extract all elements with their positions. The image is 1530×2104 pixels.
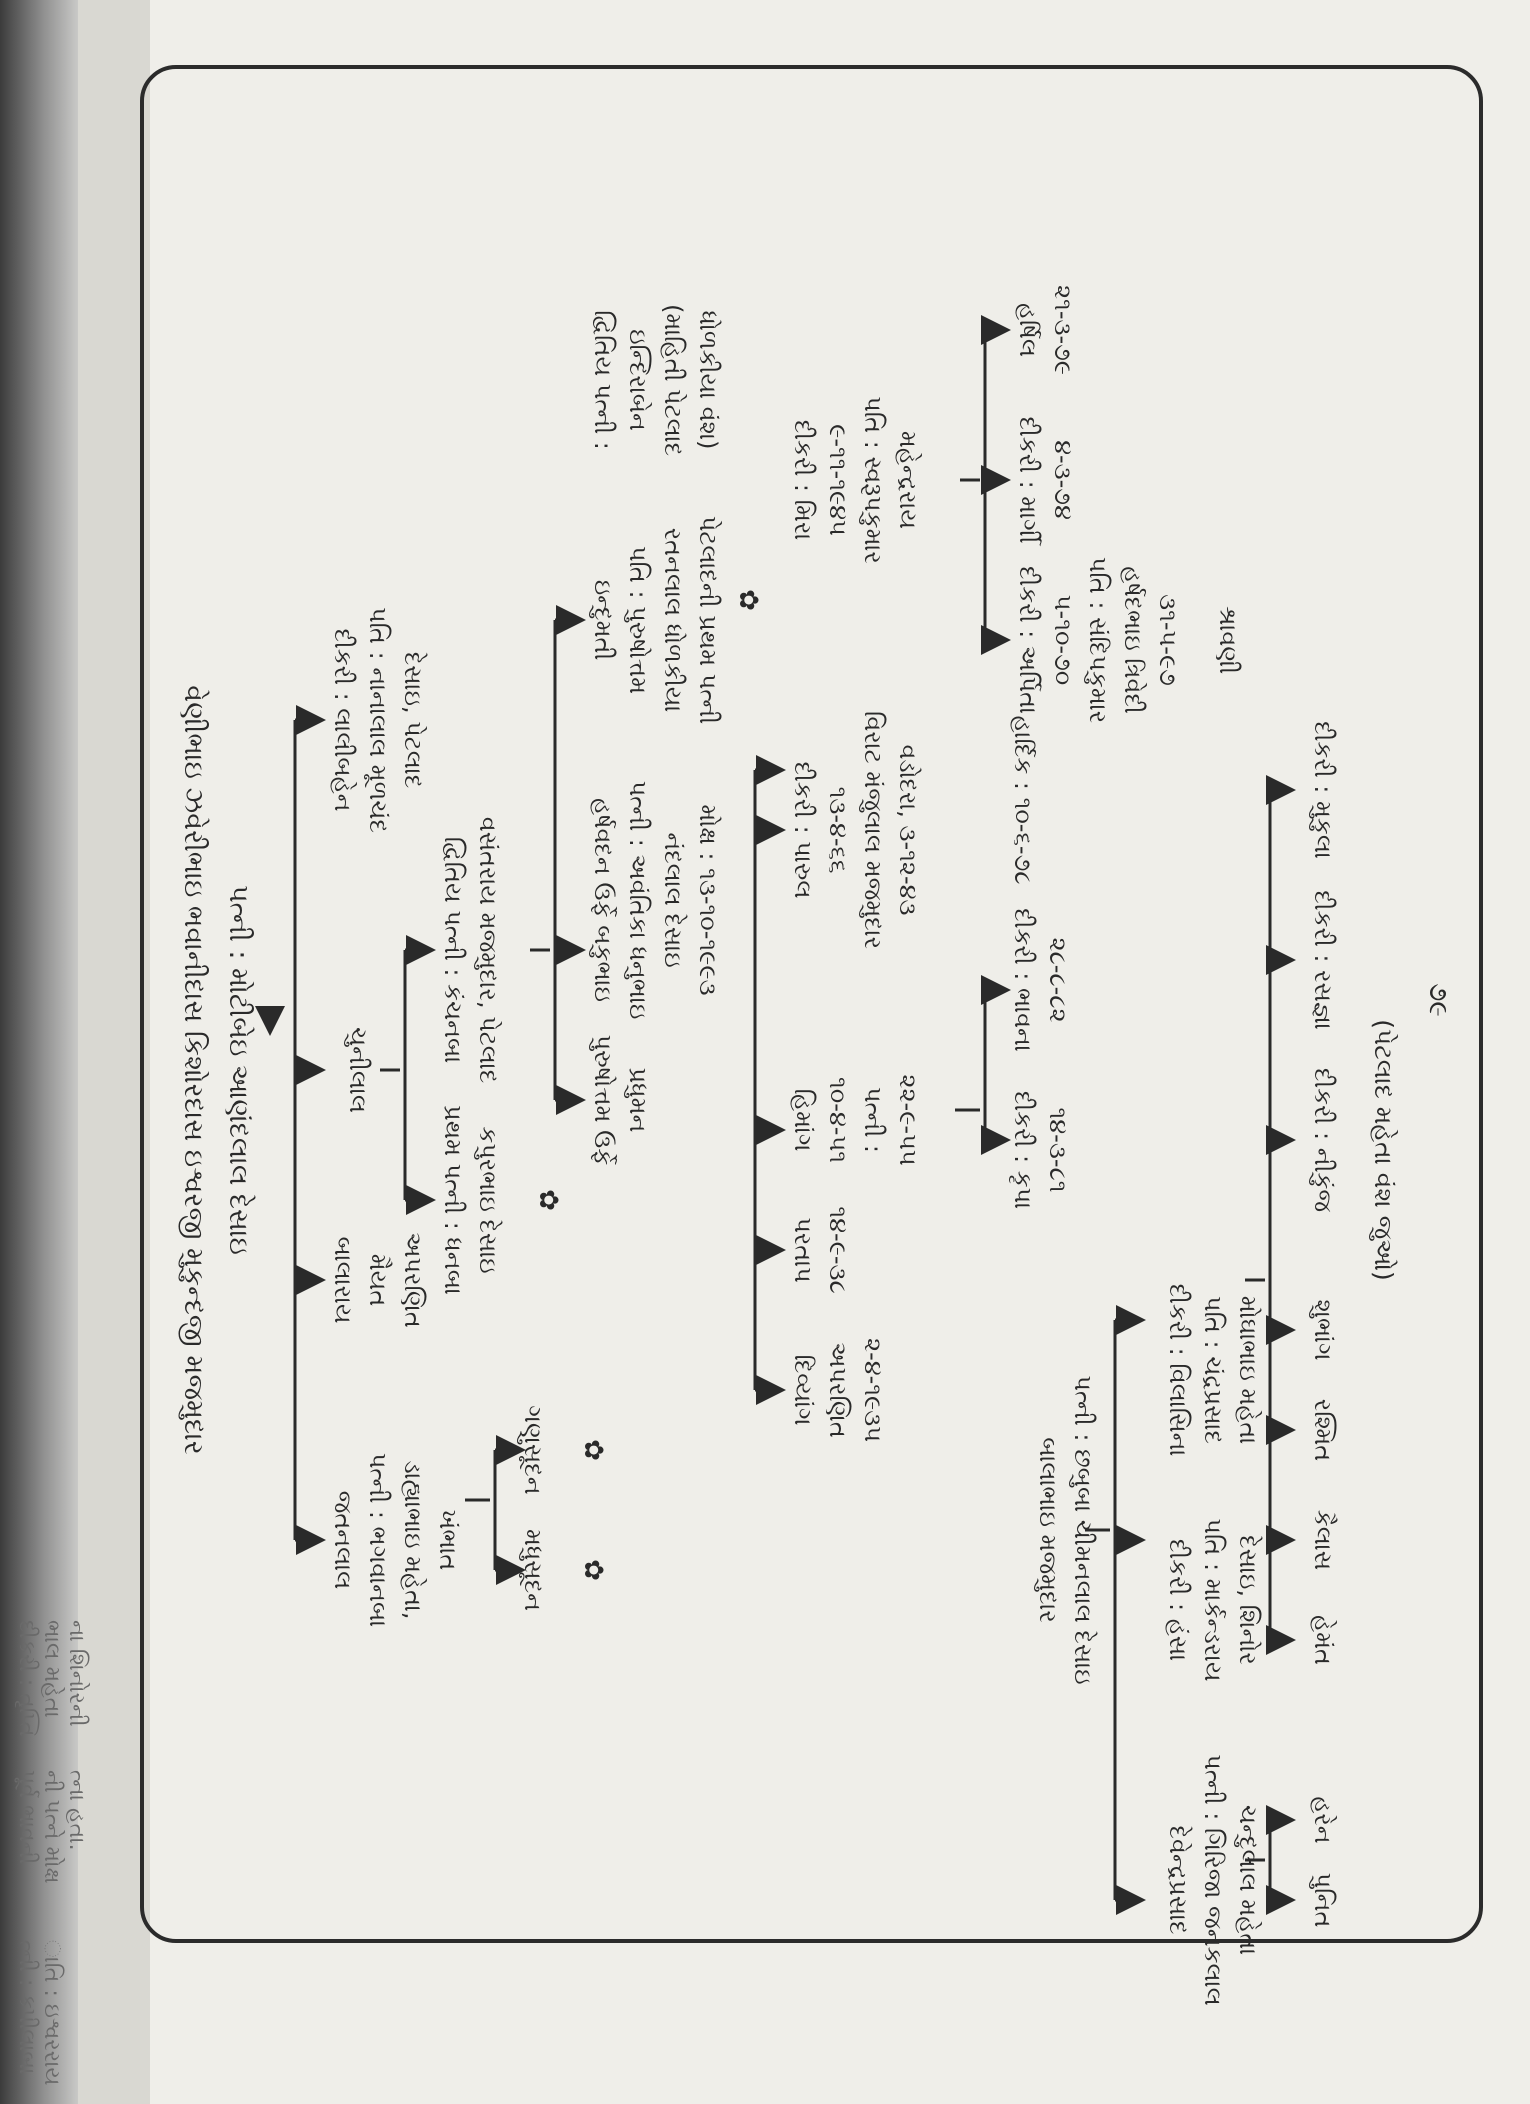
svg-text:૨૨-૯-૫૫: ૨૨-૯-૫૫ — [894, 1074, 922, 1166]
flower-icon: ✿ — [733, 589, 763, 611]
svg-text:નંદલાલ દેસાઇ: નંદલાલ દેસાઇ — [659, 832, 687, 968]
svg-text:દીકરી : રસજ્ઞા: દીકરી : રસજ્ઞા — [1309, 890, 1337, 1030]
svg-text:દીકરી : કૃપા: દીકરી : કૃપા — [1009, 1090, 1037, 1210]
svg-text:દીકરી : મિરા: દીકરી : મિરા — [789, 419, 817, 541]
svg-text:પતિ : પુરુષોત્તમ: પતિ : પુરુષોત્તમ — [624, 545, 652, 695]
harshavadan — [589, 781, 722, 1020]
svg-text:ઇન્દિરાબેન: ઇન્દિરાબેન — [624, 329, 652, 431]
svg-text:પરતાપ: પરતાપ — [789, 1217, 817, 1283]
svg-text:૨૮-૮-૮૨: ૨૮-૮-૮૨ — [1044, 937, 1072, 1023]
svg-text:દેસાઇ, પેટલાદ: દેસાઇ, પેટલાદ — [399, 651, 427, 789]
footnote: (પેટલાદ મહેતા વંશ જુઓ) — [1369, 1019, 1398, 1281]
svg-text:દીકરી : નીકુંજ: દીકરી : નીકુંજ — [1309, 1067, 1337, 1213]
svg-text:હેમંત: હેમંત — [1309, 1615, 1337, 1665]
svg-text:૧૩-૪-૬૬: ૧૩-૪-૬૬ — [824, 786, 852, 874]
svg-text:પતિ : સ્વરૂપકુમાર: પતિ : સ્વરૂપકુમાર — [859, 396, 887, 564]
svg-text:દેસાઇ, શિનોર: દેસાઇ, શિનોર — [1234, 1535, 1262, 1665]
mira-children — [1014, 285, 1242, 723]
svg-text:૫-૧૦-૭૦: ૫-૧૦-૭૦ — [1049, 594, 1077, 686]
vilasina-children — [1309, 721, 1337, 1665]
svg-text:દેવેન્દ્રપ્રસાદ: દેવેન્દ્રપ્રસાદ — [1164, 1825, 1192, 1935]
ganpusudan: ગણુસૂદન — [519, 1405, 547, 1495]
svg-text:બાલારાય: બાલારાય — [329, 1236, 357, 1324]
devendra-children — [1309, 1796, 1337, 1927]
svg-text:દીકરી : વિલાસિના: દીકરી : વિલાસિના — [1164, 1283, 1192, 1457]
svg-text:રતનલાલ ધોળકીયા: રતનલાલ ધોળકીયા — [659, 527, 687, 713]
gen4-divyang — [789, 1338, 887, 1442]
svg-text:૨૧-૩-૭૯: ૨૧-૩-૭૯ — [1049, 284, 1077, 376]
svg-text:વિરાટ મંજુલાલ મજમુદાર: વિરાટ મંજુલાલ મજમુદાર — [859, 710, 887, 950]
svg-text:પુનિત: પુનિત — [1309, 1872, 1337, 1928]
flower-icon: ✿ — [578, 1439, 608, 1461]
svg-text:દીકરી : અર્પિતા: દીકરી : અર્પિતા — [1014, 566, 1042, 714]
svg-text:જતનલાલ: જતનલાલ — [329, 1490, 357, 1590]
svg-text:દ્વિતિય પત્ની :: દ્વિતિય પત્ની : — [589, 310, 617, 450]
indumati — [589, 516, 722, 724]
svg-text:૩૧-૫-૯૭: ૩૧-૫-૯૭ — [1154, 594, 1182, 686]
svg-text:પતિ : માર્કન્ડરાય: પતિ : માર્કન્ડરાય — [1199, 1518, 1227, 1682]
svg-text:હર્ષિલ: હર્ષિલ — [1014, 302, 1042, 358]
svg-text:પતિ : ચંદ્રપ્રસાદ: પતિ : ચંદ્રપ્રસાદ — [1199, 1296, 1227, 1444]
svg-text:પતિ : નાનાલાલ મૂળચંદ: પતિ : નાનાલાલ મૂળચંદ — [364, 607, 392, 833]
svg-text:હર્ષવદન ઉર્ફે બકુભાઇ: હર્ષવદન ઉર્ફે બકુભાઇ — [589, 798, 617, 1002]
svg-text:મૈયત: મૈયત — [364, 1253, 392, 1307]
svg-text:પત્ની : અવંતિકા ધનુભાઇ: પત્ની : અવંતિકા ધનુભાઇ — [624, 780, 652, 1020]
balabhai-children — [1164, 1284, 1263, 2006]
svg-text:રશ્મિત: રશ્મિત — [1309, 1398, 1337, 1462]
svg-text:પ્રધુમન: પ્રધુમન — [624, 1067, 652, 1133]
flower-icon: ✿ — [578, 1559, 608, 1581]
gen2-jatanlal — [329, 1453, 462, 1627]
gen4-himang — [789, 1074, 922, 1165]
svg-text:શુભાંગ: શુભાંગ — [1309, 1299, 1337, 1361]
svg-text:ચન્દુલાલ મહેતા: ચન્દુલાલ મહેતા — [1234, 1804, 1262, 1956]
svg-text:દીકરી : લાલીબહેન: દીકરી : લાલીબહેન — [329, 628, 357, 812]
root-name: વેણીભાઇ ઝવેરીભાઇ ભવાનીદાસ કિશોરદાસ ઇશ્વરજી મુકુન્દજી મજમુદાર — [178, 685, 209, 1455]
svg-text:દીકરી : મુકુલા: દીકરી : મુકુલા — [1309, 721, 1337, 859]
svg-text:હર્ષદભાઇ ત્રિવેદી: હર્ષદભાઇ ત્રિવેદી — [1119, 566, 1147, 714]
svg-text:શ્રાવણી: શ્રાવણી — [1214, 605, 1242, 675]
page-number: ૭૯ — [1423, 983, 1453, 1017]
svg-text:મહેન્દ્રરાય: મહેન્દ્રરાય — [894, 430, 922, 530]
svg-text:કપુરભાઇ દેસાઇ: કપુરભાઇ દેસાઇ — [474, 1126, 502, 1274]
svg-text:મોક્ષ : ૧૩-૧૦-૧૯૯૩: મોક્ષ : ૧૩-૧૦-૧૯૯૩ — [694, 804, 722, 996]
svg-text:વડોદરા, ૩-૧૨-૪૩: વડોદરા, ૩-૧૨-૪૩ — [894, 744, 922, 916]
himang-daughters — [1009, 908, 1072, 1209]
svg-text:હરેન: હરેન — [1309, 1796, 1337, 1844]
balabhai — [1034, 1375, 1098, 1684]
svg-text:વસંતરાય મજમુદાર, પેટલાદ: વસંતરાય મજમુદાર, પેટલાદ — [474, 816, 502, 1084]
chunilal-wives — [439, 817, 503, 1295]
svg-text:અપરણિત: અપરણિત — [399, 1232, 427, 1328]
svg-text:પતિ : સંદિપકુમાર: પતિ : સંદિપકુમાર — [1084, 556, 1112, 724]
hardik: હાર્દિક : ૧૦-૬-૭૮ — [1009, 715, 1037, 885]
svg-text:ત્ની : કપીલાબા: ત્ની : કપીલાબા — [14, 1940, 39, 2075]
svg-text:પુરુષોત્તમ ઉર્ફે: પુરુષોત્તમ ઉર્ફે — [589, 1034, 617, 1166]
svg-text:ખંભાત: ખંભાત — [434, 1509, 462, 1571]
svg-text:પત્ની :: પત્ની : — [859, 1086, 887, 1154]
svg-text:ાતિ : ઇશ્વરરાય: ાતિ : ઇશ્વરરાય — [39, 1940, 64, 2086]
svg-text:૧૦-૪-૫૧: ૧૦-૪-૫૧ — [824, 1077, 852, 1163]
root-spouse: પત્ની : મોટીબેઇ આણંદલાલ દેસાઇ — [223, 885, 254, 1255]
svg-text:દીકરી : હંસા: દીકરી : હંસા — [1164, 1538, 1192, 1662]
svg-text:ધોળકીયા વંશ): ધોળકીયા વંશ) — [694, 310, 722, 450]
svg-text:પૂર્વ ભાવની: પૂર્વ ભાવની — [14, 1770, 39, 1865]
svg-text:૪-૩-૭૪: ૪-૩-૭૪ — [1049, 440, 1077, 520]
svg-text:ત્ના હતા.: ત્ના હતા. — [64, 1770, 89, 1851]
svg-text:પત્ની : ગિરિજા જનકલાલ: પત્ની : ગિરિજા જનકલાલ — [1199, 1754, 1227, 2006]
svg-text:પત્ની : ભગવાનબા: પત્ની : ભગવાનબા — [364, 1452, 392, 1628]
purushottam — [589, 1035, 652, 1166]
svg-text:ઇન્દુમતી: ઇન્દુમતી — [589, 579, 617, 661]
svg-text:ભાલ મહેતા: ભાલ મહેતા — [39, 1620, 64, 1718]
parul — [789, 711, 922, 949]
svg-text:દીકરી : તૃપ્તિ: દીકરી : તૃપ્તિ — [14, 1620, 39, 1737]
svg-text:પત્ની : છબુબા ચીમનલાલ દેસાઇ: પત્ની : છબુબા ચીમનલાલ દેસાઇ — [1069, 1375, 1097, 1685]
gen2-balaray — [329, 1232, 427, 1328]
svg-text:દિવ્યાંગ: દિવ્યાંગ — [789, 1354, 817, 1426]
svg-text:હિમાંગ: હિમાંગ — [789, 1088, 817, 1152]
mira — [789, 396, 922, 564]
gen2-chunilal: ચુનીલાલ — [344, 1026, 372, 1114]
svg-text:૯-૧૧-૧૯૪૫: ૯-૧૧-૧૯૪૫ — [824, 424, 852, 536]
gen2-lalibahen — [329, 607, 428, 833]
svg-text:(માહિતી પેટલાદ: (માહિતી પેટલાદ — [659, 303, 687, 457]
flower-icon: ✿ — [533, 1189, 563, 1211]
svg-text:૧૪-૩-૮૧: ૧૪-૩-૮૧ — [1044, 1107, 1072, 1193]
svg-text:દીકરી : પારુલ: દીકરી : પારુલ — [789, 761, 817, 899]
second-wife-note — [589, 304, 722, 456]
svg-text:અપરણિત: અપરણિત — [824, 1342, 852, 1438]
svg-text:પ્રથમ પત્ની : ધનબા: પ્રથમ પત્ની : ધનબા — [439, 1105, 467, 1295]
svg-text:૧૪-૯-૩૮: ૧૪-૯-૩૮ — [824, 1206, 852, 1294]
svg-text:૨-૪-૧૯૩૫: ૨-૪-૧૯૩૫ — [859, 1337, 887, 1443]
svg-text:દીકરી : માર્ગી: દીકરી : માર્ગી — [1014, 416, 1042, 544]
svg-text:દ્વિતિય પત્ની : કંચનબા: દ્વિતિય પત્ની : કંચનબા — [439, 836, 467, 1064]
svg-text:કૈલાસ: કૈલાસ — [1309, 1509, 1337, 1571]
svg-text:ના શિનોરની: ના શિનોરની — [64, 1620, 89, 1727]
gen4-paratap — [789, 1206, 852, 1293]
svg-text:ડાહ્યાભાઇ મહેતા,: ડાહ્યાભાઇ મહેતા, — [399, 1460, 427, 1620]
svg-text:દીકરી : ભાવના: દીકરી : ભાવના — [1009, 908, 1037, 1052]
svg-text:બાલાભાઇ મજમુદાર: બાલાભાઇ મજમુદાર — [1034, 1437, 1062, 1623]
svg-text:પેટલાદની પ્રથમ પત્ની: પેટલાદની પ્રથમ પત્ની — [694, 515, 722, 725]
svg-text:ની પત્ને મોક્ષ: ની પત્ને મોક્ષ — [39, 1770, 64, 1884]
madhusudan: મધુસૂદન — [519, 1528, 547, 1612]
left-page-fragments — [14, 1620, 90, 2086]
svg-text:મોઘાભાઇ મહેતા: મોઘાભાઇ મહેતા — [1234, 1295, 1262, 1445]
